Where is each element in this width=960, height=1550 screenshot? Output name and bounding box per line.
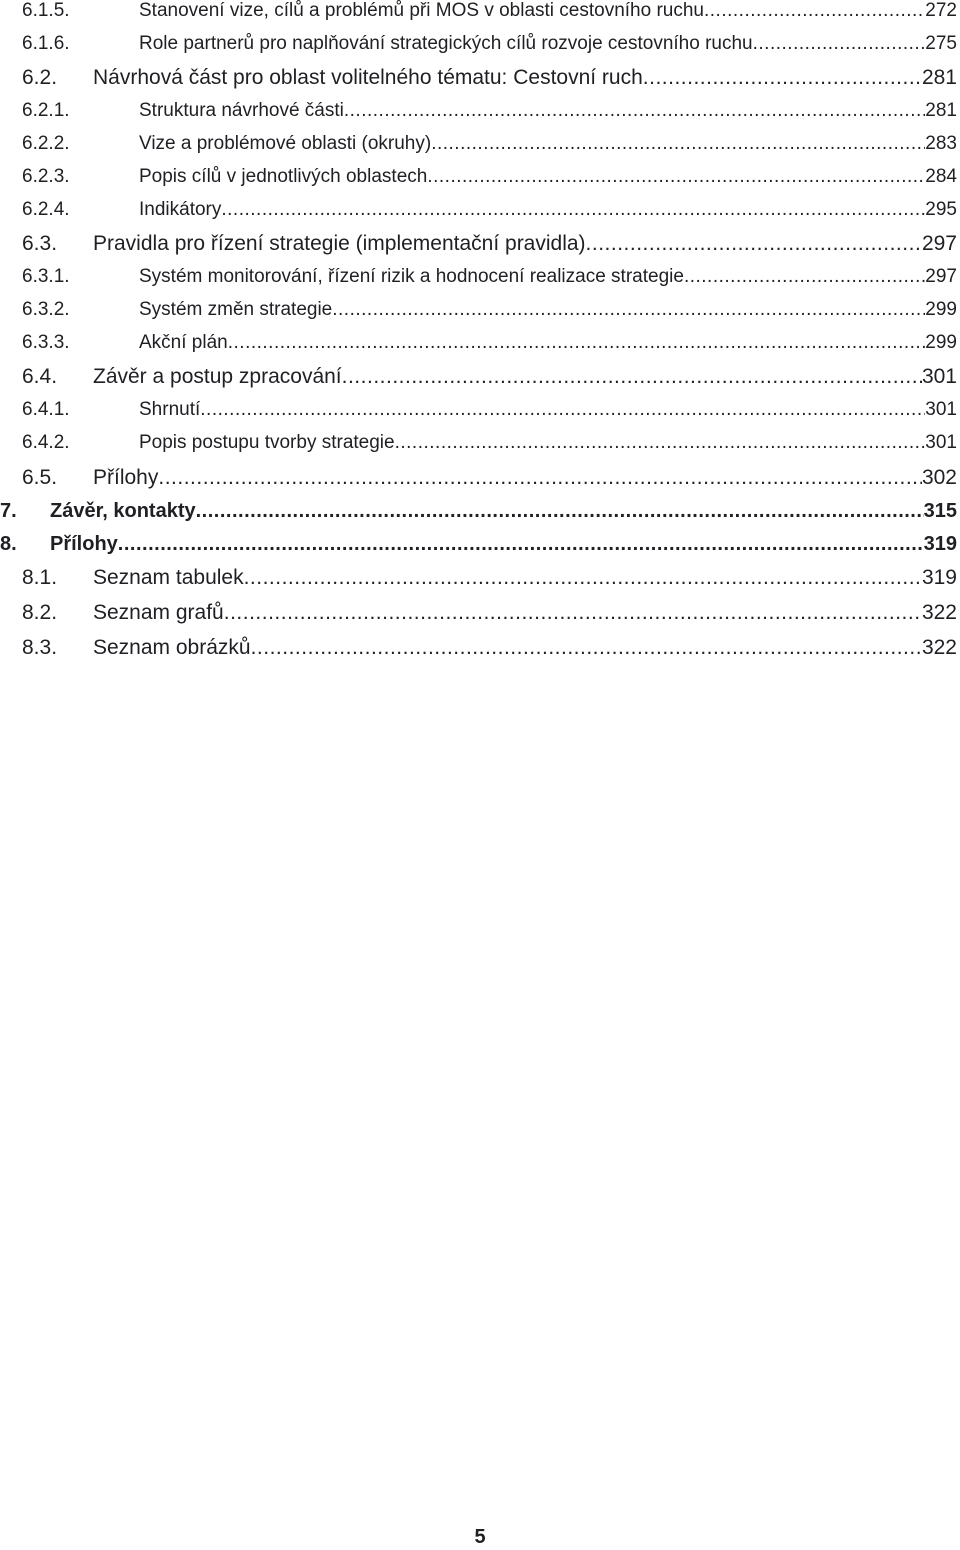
toc-dot-leader [158, 466, 922, 490]
toc-entry-number: 6.2.1. [22, 100, 70, 121]
toc-entry-title: Závěr, kontakty [50, 500, 196, 522]
toc-entry-number: 6.1.5. [22, 0, 70, 21]
toc-entry-page: 272 [925, 0, 957, 21]
toc-entry[interactable] [22, 0, 957, 22]
toc-dot-leader [196, 500, 924, 523]
toc-entry[interactable] [22, 636, 957, 660]
toc-entry[interactable] [22, 166, 957, 188]
toc-entry[interactable] [22, 133, 957, 155]
toc-entry[interactable] [22, 100, 957, 122]
toc-dot-leader [200, 399, 925, 421]
toc-entry[interactable] [22, 399, 957, 421]
toc-dot-leader [251, 636, 922, 660]
toc-entry-title: Systém monitorování, řízení rizik a hodnocení realizace strategie [139, 266, 684, 287]
toc-entry-page: 322 [921, 636, 957, 659]
toc-dot-leader [586, 232, 922, 256]
toc-entry-number: 8.2. [22, 601, 58, 624]
toc-entry[interactable] [0, 500, 957, 523]
toc-entry-page: 275 [925, 33, 957, 54]
toc-entry-number: 8.3. [22, 636, 58, 659]
toc-entry-title: Pravidla pro řízení strategie (implementační pravidla) [93, 232, 586, 255]
toc-entry-number: 8. [0, 533, 17, 555]
toc-entry-title: Akční plán [139, 332, 228, 353]
toc-entry[interactable] [22, 33, 957, 55]
toc-entry-title: Struktura návrhové části [139, 100, 344, 121]
toc-entry-number: 6.2. [22, 66, 58, 89]
toc-entry-number: 7. [0, 500, 17, 522]
toc-dot-leader [332, 299, 925, 321]
toc-dot-leader [427, 166, 925, 188]
toc-dot-leader [753, 33, 926, 55]
toc-entry[interactable] [22, 266, 957, 288]
toc-entry-page: 297 [921, 232, 957, 255]
toc-entry-title: Návrhová část pro oblast volitelného tématu: Cestovní ruch [93, 66, 643, 89]
toc-dot-leader [342, 365, 922, 389]
toc-entry-page: 301 [925, 399, 957, 420]
toc-dot-leader [643, 66, 922, 90]
page-number: 5 [474, 1526, 486, 1548]
toc-entry[interactable] [22, 365, 957, 389]
toc-entry-title: Systém změn strategie [139, 299, 333, 320]
toc-entry-page: 301 [921, 365, 957, 388]
toc-entry[interactable] [22, 66, 957, 90]
toc-dot-leader [395, 432, 926, 454]
toc-entry-title: Stanovení vize, cílů a problémů při MOS v oblasti cestovního ruchu [139, 0, 704, 21]
toc-entry-page: 297 [925, 266, 957, 287]
toc-dot-leader [244, 566, 922, 590]
toc-entry[interactable] [22, 601, 957, 625]
toc-entry-title: Shrnutí [139, 399, 201, 420]
toc-entry-title: Přílohy [50, 533, 118, 555]
toc-entry-page: 301 [925, 432, 957, 453]
toc-entry-number: 6.3. [22, 232, 58, 255]
toc-entry-number: 6.2.3. [22, 166, 70, 187]
toc-entry-page: 283 [925, 133, 957, 154]
toc-entry-number: 6.3.3. [22, 332, 70, 353]
toc-entry[interactable] [22, 232, 957, 256]
toc-entry-page: 281 [925, 100, 957, 121]
toc-entry[interactable] [0, 533, 957, 556]
toc-entry-number: 6.4. [22, 365, 58, 388]
toc-entry-page: 315 [923, 500, 957, 522]
toc-entry[interactable] [22, 299, 957, 321]
toc-dot-leader [431, 133, 925, 155]
toc-dot-leader [684, 266, 925, 288]
toc-entry-page: 319 [923, 533, 957, 555]
toc-dot-leader [118, 533, 924, 556]
toc-entry-title: Indikátory [139, 199, 222, 220]
toc-entry-title: Seznam obrázků [93, 636, 251, 659]
toc-entry-page: 295 [925, 199, 957, 220]
toc-entry-page: 284 [925, 166, 957, 187]
toc-entry-title: Seznam tabulek [93, 566, 244, 589]
toc-entry[interactable] [22, 432, 957, 454]
toc-dot-leader [221, 199, 925, 221]
toc-entry-number: 6.4.2. [22, 432, 70, 453]
toc-entry-number: 6.2.4. [22, 199, 70, 220]
toc-entry-page: 322 [921, 601, 957, 624]
toc-entry-number: 6.4.1. [22, 399, 70, 420]
toc-dot-leader [344, 100, 925, 122]
toc-entry-number: 6.2.2. [22, 133, 70, 154]
toc-entry-title: Závěr a postup zpracování [93, 365, 342, 388]
toc-dot-leader [228, 332, 926, 354]
toc-entry-page: 319 [921, 566, 957, 589]
toc-entry-title: Seznam grafů [93, 601, 224, 624]
toc-entry-page: 299 [925, 299, 957, 320]
toc-entry-title: Role partnerů pro naplňování strategických cílů rozvoje cestovního ruchu [139, 33, 753, 54]
toc-entry[interactable] [22, 199, 957, 221]
toc-entry-number: 6.1.6. [22, 33, 70, 54]
toc-entry-page: 302 [921, 466, 957, 489]
toc-entry-title: Přílohy [93, 466, 159, 489]
toc-entry-page: 281 [921, 66, 957, 89]
toc-entry-number: 8.1. [22, 566, 58, 589]
toc-entry-title: Popis cílů v jednotlivých oblastech [139, 166, 428, 187]
toc-entry-number: 6.3.1. [22, 266, 70, 287]
toc-dot-leader [704, 0, 925, 22]
toc-entry[interactable] [22, 332, 957, 354]
toc-entry-title: Popis postupu tvorby strategie [139, 432, 395, 453]
toc-entry-title: Vize a problémové oblasti (okruhy) [139, 133, 432, 154]
toc-entry-number: 6.5. [22, 466, 58, 489]
toc-entry[interactable] [22, 466, 957, 490]
toc-entry-number: 6.3.2. [22, 299, 70, 320]
toc-entry[interactable] [22, 566, 957, 590]
toc-dot-leader [224, 601, 922, 625]
toc-entry-page: 299 [925, 332, 957, 353]
